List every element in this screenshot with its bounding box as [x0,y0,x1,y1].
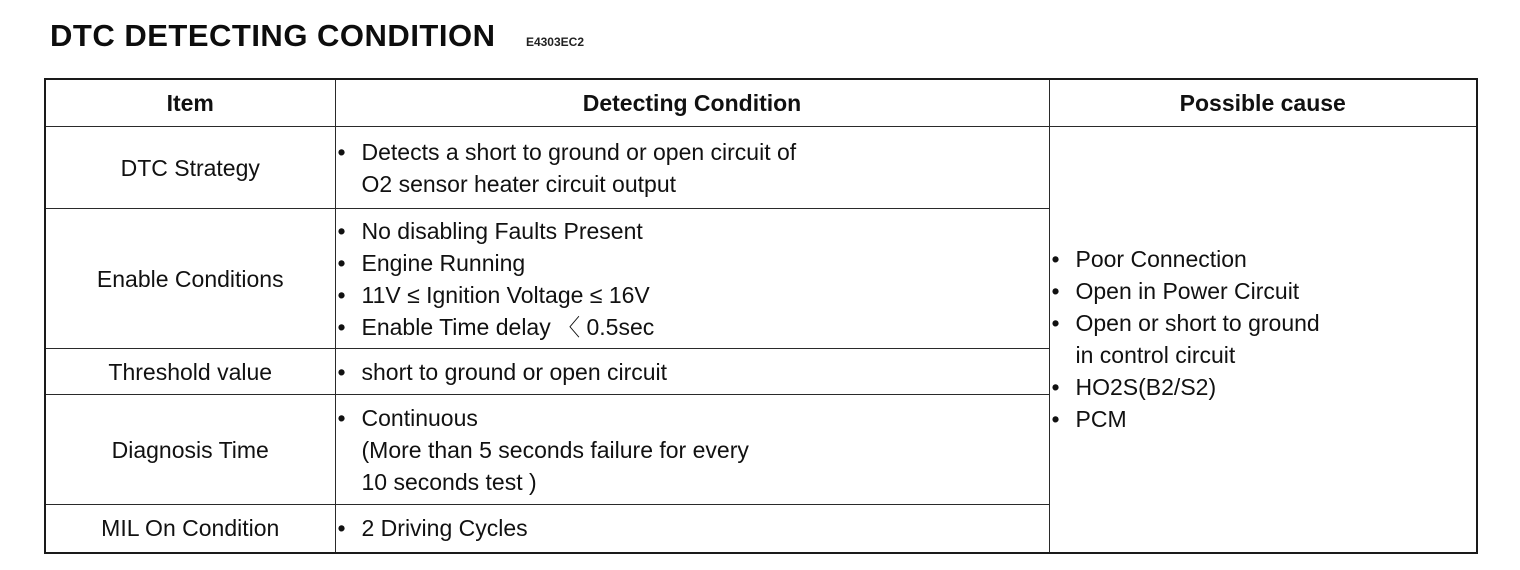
condition-bullet: • No disabling Faults Present [336,215,1049,247]
cause-bullet: • Poor Connection [1050,243,1477,275]
item-threshold-value: Threshold value [45,349,335,395]
page-title: DTC DETECTING CONDITION [50,18,496,53]
cause-bullet: • Open or short to ground [1050,307,1477,339]
cause-bullet: • Open in Power Circuit [1050,275,1477,307]
dtc-detecting-condition-table [44,78,1478,554]
condition-bullet: • Detects a short to ground or open circuit of [336,136,1049,168]
item-column-header: Item [45,79,335,127]
item-dtc-strategy: DTC Strategy [45,127,335,209]
condition-dtc-strategy [335,127,1049,209]
condition-continuation: (More than 5 seconds failure for every [361,436,749,463]
cause-continuation: in control circuit [1075,342,1236,369]
item-diagnosis-time: Diagnosis Time [45,395,335,505]
condition-mil-on-condition [335,505,1049,553]
detecting-condition-column-header: Detecting Condition [335,79,1049,127]
possible-cause-cell [1049,127,1477,553]
cause-bullet: • HO2S(B2/S2) [1050,371,1477,403]
condition-continuation: O2 sensor heater circuit output [361,170,676,197]
condition-continuation: 10 seconds test ) [361,468,537,495]
cause-bullet: • PCM [1050,403,1477,435]
page-header [50,18,584,54]
condition-threshold-value [335,349,1049,395]
condition-bullet: • 2 Driving Cycles [336,512,1049,544]
condition-enable-conditions [335,209,1049,349]
document-code: E4303EC2 [525,35,584,49]
condition-diagnosis-time [335,395,1049,505]
item-mil-on-condition: MIL On Condition [45,505,335,553]
condition-bullet: • Engine Running [336,247,1049,279]
condition-bullet: • short to ground or open circuit [336,356,1049,388]
possible-cause-column-header: Possible cause [1049,79,1477,127]
condition-bullet: • Enable Time delay 〈 0.5sec [336,311,1049,343]
condition-bullet: • Continuous [336,402,1049,434]
table-header-row [45,79,1477,127]
item-enable-conditions: Enable Conditions [45,209,335,349]
condition-bullet: • 11V ≤ Ignition Voltage ≤ 16V [336,279,1049,311]
table-row-dtc-strategy [45,127,1477,209]
